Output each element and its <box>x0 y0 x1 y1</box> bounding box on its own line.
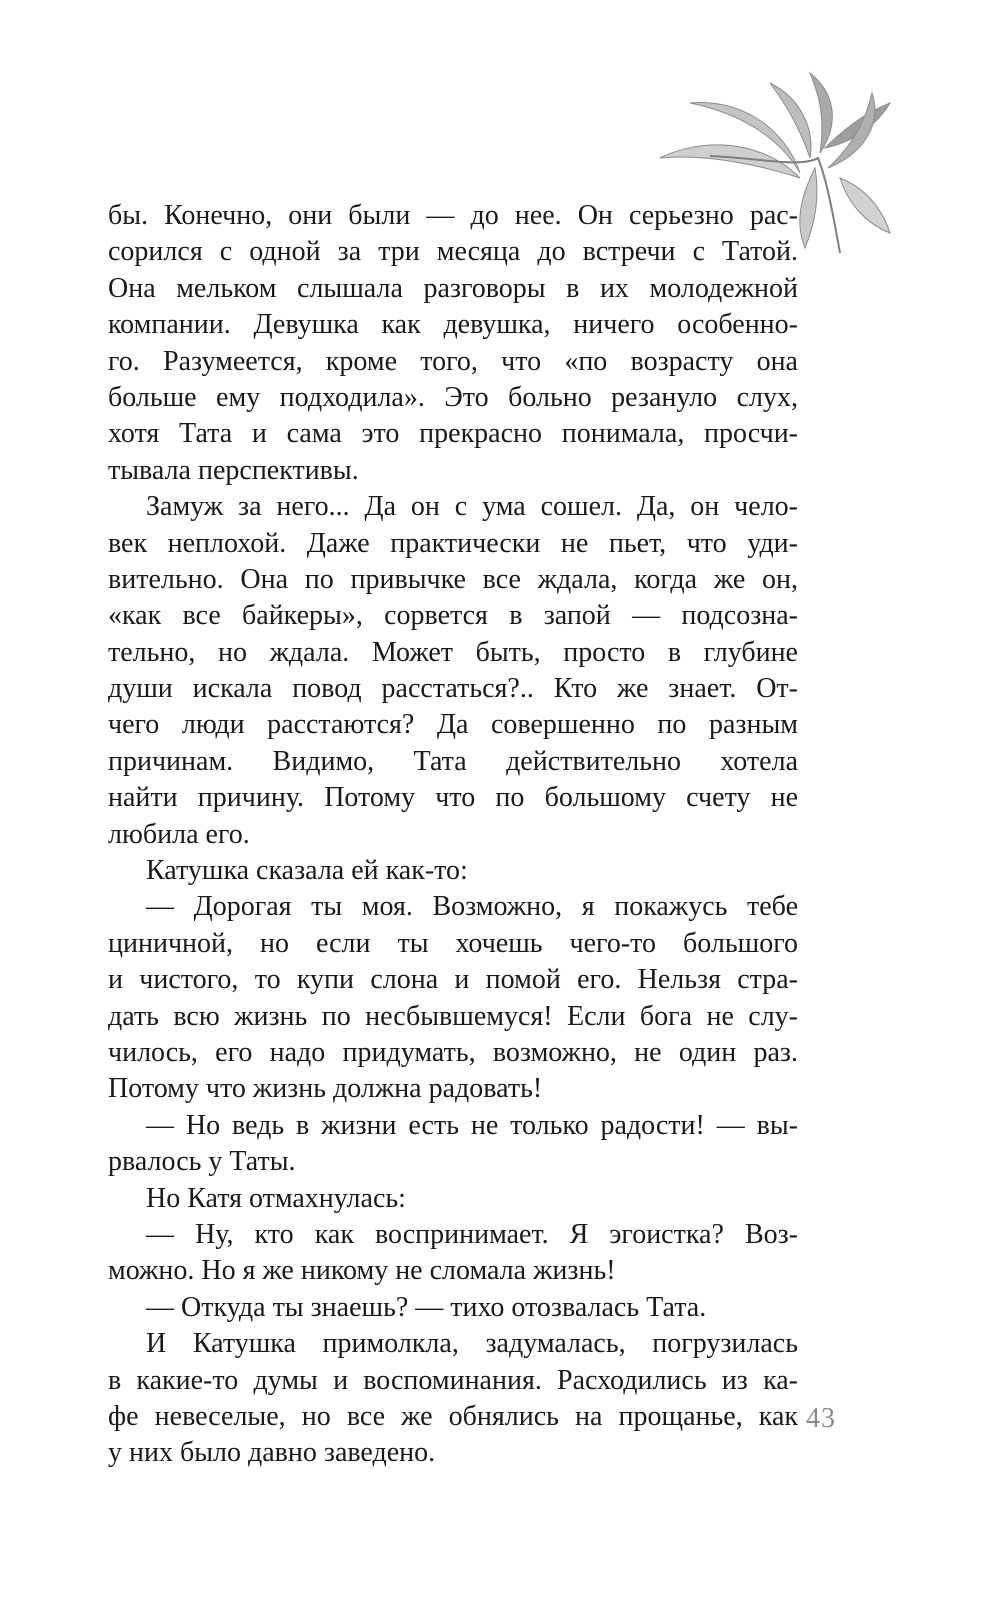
text-line: — Откуда ты знаешь? — тихо отозвалась Тата. <box>146 1291 707 1323</box>
text-line: тывала перспективы. <box>108 454 359 486</box>
text-line: циничной, но если ты хочешь чего-то большого <box>108 927 798 959</box>
text-line: бы. Конечно, они были — до нее. Он серьезно рас- <box>108 200 798 231</box>
text-line: компании. Девушка как девушка, ничего особенно- <box>108 309 798 341</box>
text-line: тельно, но ждала. Может быть, просто в глубине <box>108 636 798 668</box>
text-line: И Катушка примолкла, задумалась, погрузилась <box>146 1328 798 1360</box>
text-line: го. Разумеется, кроме того, что «по возрасту она <box>108 345 798 377</box>
text-line: — Но ведь в жизни есть не только радости! — вы- <box>146 1109 798 1141</box>
page-number: 43 <box>806 1403 836 1434</box>
text-line: души искала повод расстаться?.. Кто же знает. От- <box>108 673 798 705</box>
text-line: Она мельком слышала разговоры в их молодежной <box>108 272 798 304</box>
body-text <box>108 198 798 1472</box>
text-line: в какие-то думы и воспоминания. Расходились из ка- <box>108 1364 798 1396</box>
text-line: век неплохой. Даже практически не пьет, что уди- <box>108 527 798 559</box>
text-line: причинам. Видимо, Тата действительно хотела <box>108 745 798 777</box>
text-line: Катушка сказала ей как-то: <box>146 855 468 887</box>
text-line: — Ну, кто как воспринимает. Я эгоистка? Воз- <box>146 1218 798 1250</box>
text-line: любила его. <box>108 818 250 850</box>
text-line: сорился с одной за три месяца до встречи с Татой. <box>108 236 798 268</box>
text-line: можно. Но я же никому не сломала жизнь! <box>108 1255 616 1287</box>
text-line: найти причину. Потому что по большому счету не <box>108 782 798 814</box>
text-line: Замуж за него... Да он с ума сошел. Да, он чело- <box>146 491 798 523</box>
text-line: дать всю жизнь по несбывшемуся! Если бога не слу- <box>108 1000 798 1032</box>
text-line: фе невеселые, но все же обнялись на прощанье, как <box>108 1400 798 1432</box>
text-line: хотя Тата и сама это прекрасно понимала, просчи- <box>108 418 798 450</box>
text-line: больше ему подходила». Это больно резануло слух, <box>108 381 798 413</box>
text-line: Но Катя отмахнулась: <box>146 1182 406 1214</box>
text-line: — Дорогая ты моя. Возможно, я покажусь тебе <box>146 891 798 923</box>
text-line: «как все байкеры», сорвется в запой — подсозна- <box>108 600 798 632</box>
text-line: рвалось у Таты. <box>108 1146 296 1178</box>
text-line: чего люди расстаются? Да совершенно по разным <box>108 709 798 741</box>
text-line: и чистого, то купи слона и помой его. Нельзя стра- <box>108 964 798 996</box>
text-line: чилось, его надо придумать, возможно, не один раз. <box>108 1036 798 1068</box>
text-line: у них было давно заведено. <box>108 1437 436 1469</box>
text-line: вительно. Она по привычке все ждала, когда же он, <box>108 563 798 595</box>
text-line: Потому что жизнь должна радовать! <box>108 1073 543 1105</box>
